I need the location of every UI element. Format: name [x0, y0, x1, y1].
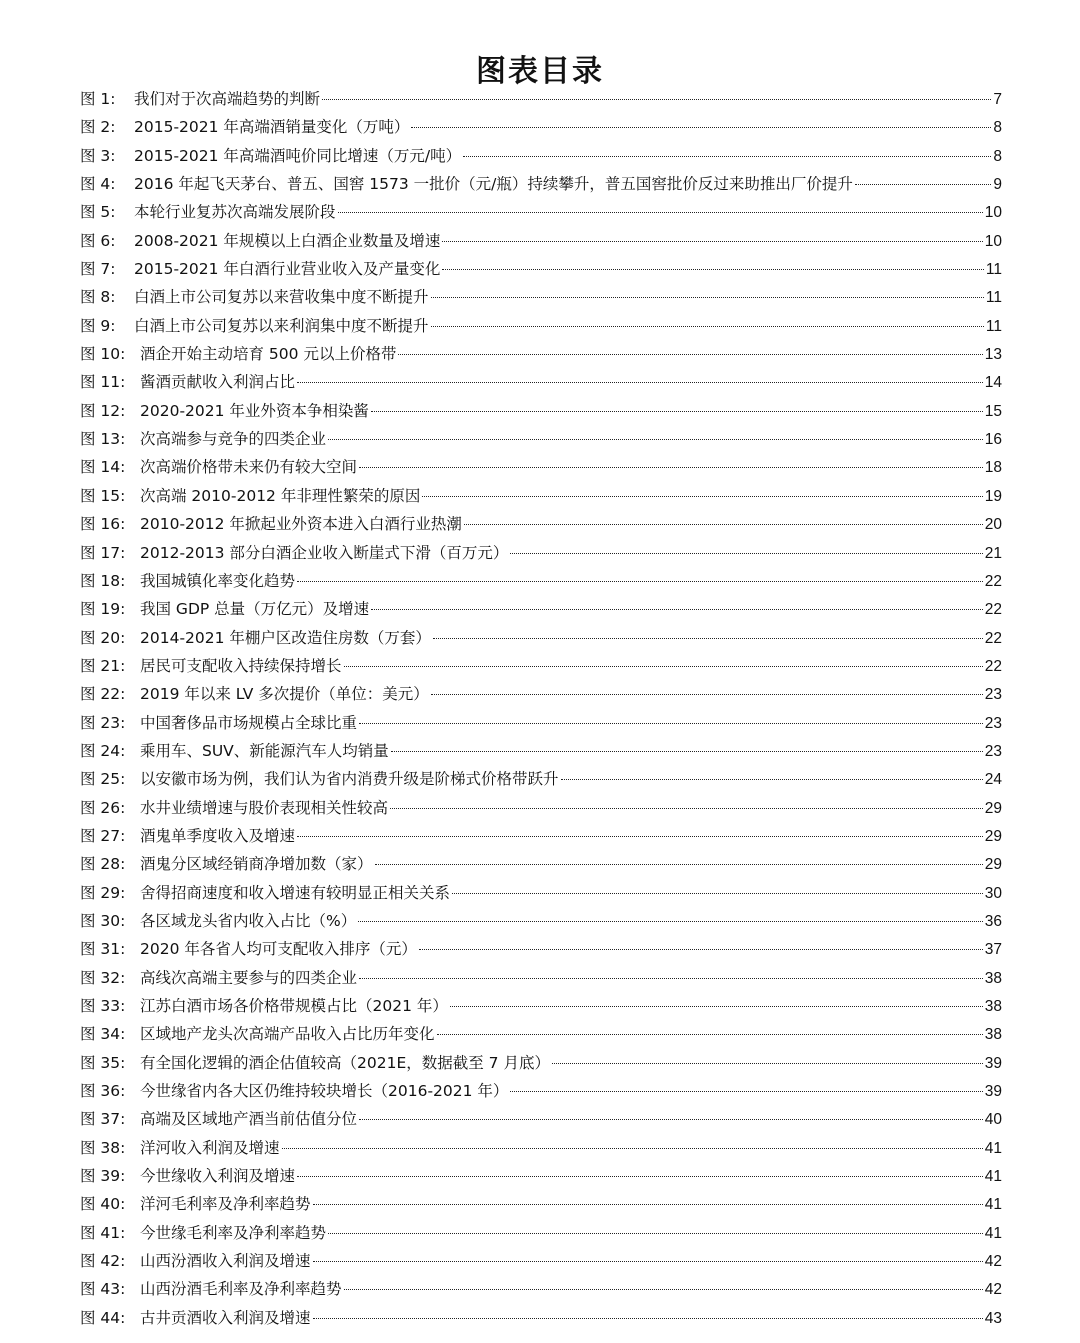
figure-label: 图 22: [80, 685, 126, 704]
dot-leader [442, 241, 982, 242]
page-number: 22 [984, 657, 1002, 675]
toc-entry[interactable] [80, 737, 1002, 765]
figure-label: 图 7: [80, 260, 116, 279]
figure-label: 图 34: [80, 1025, 126, 1044]
dot-leader [391, 751, 983, 752]
page-number: 42 [984, 1281, 1002, 1299]
figure-title: 次高端价格带未来仍有较大空间 [140, 458, 358, 477]
toc-entry[interactable] [80, 822, 1002, 850]
toc-entry[interactable] [80, 113, 1002, 141]
figure-label: 图 4: [80, 175, 116, 194]
toc-entry[interactable] [80, 340, 1002, 368]
figure-title: 2015-2021 年白酒行业营业收入及产量变化 [134, 260, 441, 279]
toc-entry[interactable] [80, 85, 1002, 113]
dot-leader [855, 184, 991, 185]
figure-label: 图 42: [80, 1252, 126, 1271]
figure-label: 图 17: [80, 543, 126, 562]
figure-label: 图 10: [80, 345, 126, 364]
toc-entry[interactable] [80, 397, 1002, 425]
dot-leader [297, 836, 983, 837]
toc-entry[interactable] [80, 510, 1002, 538]
figure-label: 图 1: [80, 90, 116, 108]
figure-title: 舍得招商速度和收入增速有较明显正相关关系 [140, 883, 451, 902]
figure-label: 图 40: [80, 1195, 126, 1214]
figure-label: 图 30: [80, 911, 126, 930]
figure-title: 酒鬼单季度收入及增速 [140, 826, 296, 845]
figure-label: 图 36: [80, 1082, 126, 1101]
figure-title: 有全国化逻辑的酒企估值较高（2021E，数据截至 7 月底） [140, 1053, 550, 1072]
figure-label: 图 12: [80, 401, 126, 420]
dot-leader [358, 921, 983, 922]
figure-label: 图 38: [80, 1138, 126, 1157]
page-number: 43 [984, 1309, 1002, 1327]
figure-title: 酱酒贡献收入利润占比 [140, 373, 296, 392]
toc-entry[interactable] [80, 765, 1002, 793]
figure-title: 2020-2021 年业外资本争相染酱 [140, 401, 369, 420]
dot-leader [328, 1233, 983, 1234]
page-number: 22 [984, 629, 1002, 647]
figure-title: 我国城镇化率变化趋势 [140, 571, 296, 590]
toc-entry[interactable] [80, 425, 1002, 453]
figure-title: 区域地产龙头次高端产品收入占比历年变化 [140, 1025, 435, 1044]
figure-label: 图 43: [80, 1280, 126, 1299]
page-number: 14 [984, 374, 1002, 392]
figure-title: 山西汾酒毛利率及净利率趋势 [140, 1280, 342, 1299]
dot-leader [422, 496, 982, 497]
figure-title: 2015-2021 年高端酒销量变化（万吨） [134, 118, 410, 137]
figure-label: 图 23: [80, 713, 126, 732]
page-number: 23 [984, 714, 1002, 732]
dot-leader [282, 1148, 983, 1149]
page-number: 11 [985, 289, 1002, 307]
page-number: 8 [993, 147, 1002, 165]
figure-title: 居民可支配收入持续保持增长 [140, 656, 342, 675]
figure-label: 图 26: [80, 798, 126, 817]
dot-leader [450, 1006, 983, 1007]
figure-label: 图 25: [80, 770, 126, 789]
page-number: 41 [984, 1139, 1002, 1157]
page-number: 10 [984, 204, 1002, 222]
figure-label: 图 44: [80, 1308, 126, 1327]
toc-entry[interactable] [80, 850, 1002, 878]
dot-leader [338, 212, 983, 213]
figure-label: 图 21: [80, 656, 126, 675]
figure-title: 酒鬼分区域经销商净增加数（家） [140, 855, 373, 874]
page-number: 42 [984, 1253, 1002, 1271]
toc-entry[interactable] [80, 709, 1002, 737]
figure-title: 2012-2013 部分白酒企业收入断崖式下滑（百万元） [140, 543, 509, 562]
figure-title: 酒企开始主动培育 500 元以上价格带 [140, 345, 397, 364]
toc-entry[interactable] [80, 142, 1002, 170]
figure-label: 图 13: [80, 430, 126, 449]
page-number: 11 [985, 317, 1002, 335]
figure-title: 今世缘省内各大区仍维持较块增长（2016-2021 年） [140, 1082, 509, 1101]
figure-title: 本轮行业复苏次高端发展阶段 [134, 203, 336, 222]
dot-leader [313, 1318, 983, 1319]
figure-title: 今世缘收入利润及增速 [140, 1167, 296, 1186]
figure-title: 洋河收入利润及增速 [140, 1138, 280, 1157]
toc-entry[interactable] [80, 368, 1002, 396]
figure-label: 图 14: [80, 458, 126, 477]
toc-entry[interactable] [80, 198, 1002, 226]
toc-entry[interactable] [80, 879, 1002, 907]
figure-label: 图 39: [80, 1167, 126, 1186]
figure-label: 图 31: [80, 940, 126, 959]
page-number: 39 [984, 1083, 1002, 1101]
page-number: 41 [984, 1168, 1002, 1186]
toc-entry[interactable] [80, 283, 1002, 311]
toc-entry[interactable] [80, 1275, 1002, 1303]
page-number: 13 [984, 346, 1002, 364]
page-number: 22 [984, 601, 1002, 619]
dot-leader [344, 1289, 983, 1290]
figure-label: 图 9: [80, 316, 116, 335]
figure-title: 洋河毛利率及净利率趋势 [140, 1195, 311, 1214]
page-number: 19 [984, 487, 1002, 505]
toc-entry[interactable] [80, 1134, 1002, 1162]
figure-title: 各区域龙头省内收入占比（%） [140, 911, 357, 930]
page-number: 23 [984, 686, 1002, 704]
page-number: 40 [984, 1111, 1002, 1129]
figure-label: 图 35: [80, 1053, 126, 1072]
page-number: 15 [984, 402, 1002, 420]
page-number: 8 [993, 119, 1002, 137]
page-number: 41 [984, 1224, 1002, 1242]
dot-leader [510, 553, 982, 554]
figure-title: 以安徽市场为例，我们认为省内消费升级是阶梯式价格带跃升 [140, 770, 559, 789]
toc-entry[interactable] [80, 624, 1002, 652]
dot-leader [371, 609, 983, 610]
figure-label: 图 24: [80, 741, 126, 760]
dot-leader [510, 1091, 982, 1092]
dot-leader [313, 1261, 983, 1262]
figure-label: 图 3: [80, 146, 116, 165]
toc-entry[interactable] [80, 255, 1002, 283]
figure-label: 图 32: [80, 968, 126, 987]
dot-leader [411, 127, 991, 128]
dot-leader [359, 978, 983, 979]
figure-label: 图 15: [80, 486, 126, 505]
dot-leader [431, 297, 984, 298]
figure-title: 2019 年以来 LV 多次提价（单位：美元） [140, 685, 429, 704]
figure-title: 山西汾酒收入利润及增速 [140, 1252, 311, 1271]
dot-leader [398, 354, 982, 355]
page-number: 30 [984, 884, 1002, 902]
page-number: 39 [984, 1054, 1002, 1072]
figure-label: 图 6: [80, 231, 116, 250]
figure-title: 2016 年起飞天茅台、普五、国窖 1573 一批价（元/瓶）持续攀升，普五国窖批价反过来助推出厂价提升 [134, 175, 853, 194]
figure-title: 白酒上市公司复苏以来利润集中度不断提升 [134, 316, 429, 335]
page-number: 38 [984, 969, 1002, 987]
figure-title: 高端及区域地产酒当前估值分位 [140, 1110, 358, 1129]
toc-entry[interactable] [80, 1304, 1002, 1332]
toc-entry[interactable] [80, 680, 1002, 708]
page-number: 41 [984, 1196, 1002, 1214]
figure-label: 图 37: [80, 1110, 126, 1129]
toc-entry[interactable] [80, 935, 1002, 963]
figure-label: 图 5: [80, 203, 116, 222]
toc-entry[interactable] [80, 907, 1002, 935]
dot-leader [297, 382, 983, 383]
page-number: 36 [984, 912, 1002, 930]
dot-leader [437, 1034, 983, 1035]
toc-entry[interactable] [80, 453, 1002, 481]
dot-leader [322, 99, 991, 100]
figure-list [80, 85, 1002, 1332]
toc-entry[interactable] [80, 567, 1002, 595]
toc-entry[interactable] [80, 1162, 1002, 1190]
figure-title: 2015-2021 年高端酒吨价同比增速（万元/吨） [134, 146, 462, 165]
dot-leader [344, 666, 983, 667]
page-number: 7 [993, 91, 1002, 108]
dot-leader [390, 808, 983, 809]
toc-entry[interactable] [80, 1020, 1002, 1048]
figure-title: 2014-2021 年棚户区改造住房数（万套） [140, 628, 431, 647]
page-number: 11 [985, 261, 1002, 279]
figure-label: 图 41: [80, 1223, 126, 1242]
toc-entry[interactable] [80, 1247, 1002, 1275]
figure-label: 图 27: [80, 826, 126, 845]
figure-title: 江苏白酒市场各价格带规模占比（2021 年） [140, 997, 448, 1015]
toc-entry[interactable] [80, 652, 1002, 680]
toc-entry[interactable] [80, 312, 1002, 340]
dot-leader [359, 1119, 983, 1120]
toc-entry[interactable] [80, 227, 1002, 255]
page-title: 图表目录 [476, 54, 604, 90]
dot-leader [313, 1204, 983, 1205]
dot-leader [464, 524, 983, 525]
page-number: 29 [984, 856, 1002, 874]
figure-label: 图 11: [80, 373, 126, 392]
figure-label: 图 28: [80, 855, 126, 874]
toc-entry[interactable] [80, 794, 1002, 822]
page-number: 24 [984, 771, 1002, 789]
page-number: 16 [984, 431, 1002, 449]
dot-leader [431, 694, 983, 695]
dot-leader [375, 864, 983, 865]
figure-title: 乘用车、SUV、新能源汽车人均销量 [140, 741, 389, 760]
dot-leader [359, 467, 983, 468]
toc-entry[interactable] [80, 1077, 1002, 1105]
dot-leader [561, 779, 983, 780]
page-number: 29 [984, 827, 1002, 845]
figure-title: 高线次高端主要参与的四类企业 [140, 968, 358, 987]
dot-leader [297, 1176, 983, 1177]
figure-label: 图 33: [80, 997, 126, 1015]
toc-entry[interactable] [80, 1049, 1002, 1077]
page-number: 10 [984, 232, 1002, 250]
figure-title: 我国 GDP 总量（万亿元）及增速 [140, 600, 370, 619]
page-number: 38 [984, 1026, 1002, 1044]
toc-entry[interactable] [80, 1105, 1002, 1133]
toc-entry[interactable] [80, 1219, 1002, 1247]
figure-title: 今世缘毛利率及净利率趋势 [140, 1223, 327, 1242]
dot-leader [463, 156, 991, 157]
page-number: 38 [984, 998, 1002, 1015]
page-number: 37 [984, 941, 1002, 959]
figure-title: 我们对于次高端趋势的判断 [134, 90, 321, 108]
figure-label: 图 16: [80, 515, 126, 534]
page-number: 18 [984, 459, 1002, 477]
toc-entry[interactable] [80, 964, 1002, 992]
figure-label: 图 29: [80, 883, 126, 902]
figure-title: 白酒上市公司复苏以来营收集中度不断提升 [134, 288, 429, 307]
figure-label: 图 8: [80, 288, 116, 307]
figure-title: 2010-2012 年掀起业外资本进入白酒行业热潮 [140, 515, 462, 534]
figure-title: 2008-2021 年规模以上白酒企业数量及增速 [134, 231, 441, 250]
figure-title: 中国奢侈品市场规模占全球比重 [140, 713, 358, 732]
dot-leader [452, 893, 983, 894]
page-number: 29 [984, 799, 1002, 817]
dot-leader [433, 638, 983, 639]
dot-leader [359, 723, 983, 724]
toc-entry[interactable] [80, 170, 1002, 198]
dot-leader [442, 269, 983, 270]
dot-leader [552, 1063, 983, 1064]
dot-leader [431, 326, 984, 327]
toc-entry[interactable] [80, 539, 1002, 567]
page-number: 21 [984, 544, 1002, 562]
dot-leader [419, 949, 983, 950]
page-number: 9 [993, 176, 1002, 194]
figure-title: 水井业绩增速与股价表现相关性较高 [140, 798, 389, 817]
toc-entry[interactable] [80, 992, 1002, 1020]
figure-label: 图 19: [80, 600, 126, 619]
figure-label: 图 20: [80, 628, 126, 647]
figure-title: 古井贡酒收入利润及增速 [140, 1308, 311, 1327]
figure-label: 图 18: [80, 571, 126, 590]
page-number: 23 [984, 742, 1002, 760]
toc-entry[interactable] [80, 595, 1002, 623]
page-number: 20 [984, 516, 1002, 534]
toc-entry[interactable] [80, 482, 1002, 510]
toc-entry[interactable] [80, 1190, 1002, 1218]
figure-title: 2020 年各省人均可支配收入排序（元） [140, 940, 417, 959]
dot-leader [328, 439, 983, 440]
figure-label: 图 2: [80, 118, 116, 137]
figure-title: 次高端 2010-2012 年非理性繁荣的原因 [140, 486, 421, 505]
dot-leader [297, 581, 983, 582]
page-number: 22 [984, 572, 1002, 590]
figure-title: 次高端参与竞争的四类企业 [140, 430, 327, 449]
dot-leader [371, 411, 983, 412]
